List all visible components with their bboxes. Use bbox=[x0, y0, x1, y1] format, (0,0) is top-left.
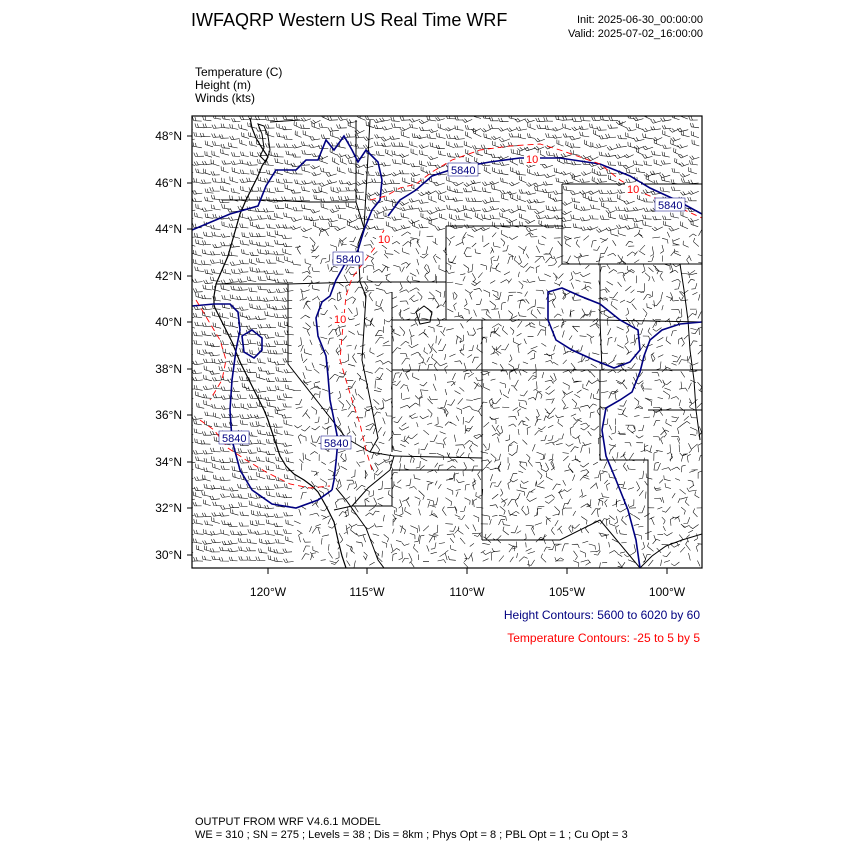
field-height-label: Height (m) bbox=[195, 78, 252, 92]
temperature-label: 10 bbox=[334, 314, 347, 326]
model-config-line: WE = 310 ; SN = 275 ; Levels = 38 ; Dis = 8km ; Phys Opt = 8 ; PBL Opt = 1 ; Cu Opt = 3 bbox=[195, 829, 628, 841]
lat-tick-label: 38°N bbox=[155, 362, 182, 376]
lat-tick-label: 46°N bbox=[155, 176, 182, 190]
height-label: 5840 bbox=[658, 200, 683, 212]
temperature-label: 10 bbox=[526, 154, 539, 166]
temperature-contours-legend: Temperature Contours: -25 to 5 by 5 bbox=[507, 631, 700, 645]
lon-tick-label: 105°W bbox=[548, 585, 586, 599]
lon-tick-label: 110°W bbox=[449, 585, 485, 599]
model-info-line: OUTPUT FROM WRF V4.6.1 MODEL bbox=[195, 816, 381, 828]
temperature-label: 10 bbox=[627, 184, 640, 196]
height-contours-legend: Height Contours: 5600 to 6020 by 60 bbox=[503, 608, 700, 622]
field-temperature-label: Temperature (C) bbox=[195, 65, 283, 79]
temperature-label: 10 bbox=[378, 234, 391, 246]
lat-tick-label: 42°N bbox=[155, 269, 182, 283]
lon-axis bbox=[250, 568, 686, 599]
lat-axis bbox=[155, 129, 192, 562]
lat-tick-label: 32°N bbox=[155, 501, 182, 515]
lat-tick-label: 44°N bbox=[155, 222, 182, 236]
lon-tick-label: 100°W bbox=[648, 585, 686, 599]
height-label: 5840 bbox=[222, 433, 247, 445]
init-time: Init: 2025-06-30_00:00:00 bbox=[577, 14, 703, 26]
field-winds-label: Winds (kts) bbox=[195, 91, 255, 105]
lat-tick-label: 48°N bbox=[155, 129, 182, 143]
height-label: 5840 bbox=[324, 438, 349, 450]
lat-tick-label: 36°N bbox=[155, 408, 182, 422]
lat-tick-label: 34°N bbox=[155, 455, 182, 469]
valid-time: Valid: 2025-07-02_16:00:00 bbox=[568, 28, 703, 40]
lat-tick-label: 30°N bbox=[155, 548, 182, 562]
height-label: 5840 bbox=[336, 254, 361, 266]
lat-tick-label: 40°N bbox=[155, 315, 182, 329]
plot-title: IWFAQRP Western US Real Time WRF bbox=[191, 10, 508, 30]
lon-tick-label: 120°W bbox=[249, 585, 287, 599]
lon-tick-label: 115°W bbox=[349, 585, 385, 599]
height-label: 5840 bbox=[451, 165, 476, 177]
